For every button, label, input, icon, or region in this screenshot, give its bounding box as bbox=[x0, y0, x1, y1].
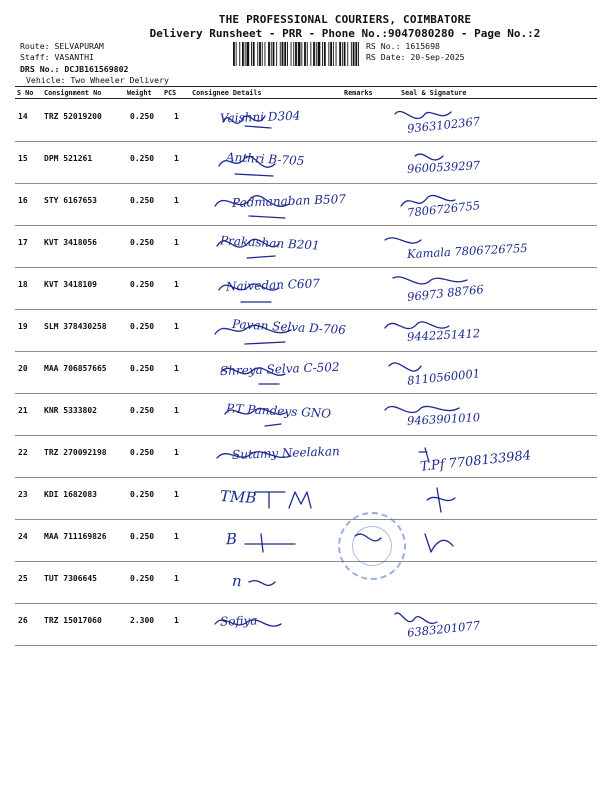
signature-ink-stroke bbox=[385, 406, 459, 412]
handwritten-consignee: Vaishni D304 bbox=[219, 108, 301, 126]
barcode-bar bbox=[291, 42, 292, 66]
row-consignment-number: TUT 7306645 bbox=[44, 574, 97, 583]
handwritten-consignee: Prakashan B201 bbox=[219, 233, 321, 253]
handwritten-consignee: n bbox=[231, 571, 243, 591]
handwritten-consignee: Sofiya bbox=[219, 613, 258, 629]
row-pieces: 1 bbox=[174, 448, 179, 457]
signature-ink bbox=[205, 478, 597, 520]
row-weight: 0.250 bbox=[130, 238, 155, 247]
barcode-bar bbox=[280, 42, 281, 66]
signature-ink-stroke bbox=[389, 363, 421, 371]
handwritten-consignee: Naivedan C607 bbox=[225, 276, 321, 294]
row-pieces: 1 bbox=[174, 238, 179, 247]
handwritten-consignee: Shreya Selva C-502 bbox=[219, 359, 340, 379]
table-row bbox=[15, 478, 597, 520]
row-weight: 0.250 bbox=[130, 532, 155, 541]
barcode-bar bbox=[253, 42, 255, 66]
row-weight: 0.250 bbox=[130, 448, 155, 457]
barcode-bar bbox=[247, 42, 250, 66]
handwritten-consignee: Padmanaban B507 bbox=[231, 192, 347, 210]
row-consignment-number: TRZ 15017060 bbox=[44, 616, 102, 625]
handwritten-signature: 8110560001 bbox=[406, 366, 481, 388]
handwritten-consignee: Anthri B-705 bbox=[225, 149, 305, 169]
handwritten-signature: 9442251412 bbox=[406, 326, 481, 344]
signature-ink bbox=[205, 226, 597, 268]
barcode-bar bbox=[339, 42, 341, 66]
row-pieces: 1 bbox=[174, 364, 179, 373]
signature-ink bbox=[205, 268, 597, 310]
runsheet-subtitle: Delivery Runsheet - PRR - Phone No.:9047080280 - Page No.:2 bbox=[149, 27, 541, 40]
handwritten-signature: 9600539297 bbox=[406, 158, 481, 176]
barcode-bar bbox=[347, 42, 348, 66]
row-serial-number: 16 bbox=[18, 196, 28, 205]
barcode-bar bbox=[328, 42, 329, 66]
signature-ink-stroke bbox=[395, 613, 437, 623]
row-pieces: 1 bbox=[174, 574, 179, 583]
row-consignment-number: TRZ 52019200 bbox=[44, 112, 102, 121]
staff-label: Staff: VASANTHI bbox=[20, 52, 94, 62]
barcode-bar bbox=[322, 42, 323, 66]
barcode-bar bbox=[268, 42, 270, 66]
signature-ink bbox=[205, 436, 597, 478]
handwritten-consignee: TMB bbox=[219, 487, 257, 507]
consignee-ink-stroke bbox=[255, 492, 311, 508]
vehicle-label: Vehicle: Two Wheeler Delivery bbox=[26, 75, 169, 85]
row-consignment-number: MAA 711169826 bbox=[44, 532, 107, 541]
company-title: THE PROFESSIONAL COURIERS, COIMBATORE bbox=[218, 13, 472, 26]
row-consignment-number: KDI 1682083 bbox=[44, 490, 97, 499]
row-consignment-number: DPM 521261 bbox=[44, 154, 93, 163]
signature-ink bbox=[205, 142, 597, 184]
row-consignment-number: STY 6167653 bbox=[44, 196, 97, 205]
barcode-bar bbox=[284, 42, 286, 66]
consignee-ink-stroke bbox=[215, 325, 291, 344]
barcode-bar bbox=[282, 42, 284, 66]
handwritten-signature: 7806726755 bbox=[406, 198, 481, 220]
col-weight-header: Weight bbox=[127, 89, 152, 97]
signature-ink-stroke bbox=[415, 154, 443, 160]
row-pieces: 1 bbox=[174, 532, 179, 541]
barcode-bar bbox=[316, 42, 317, 66]
row-serial-number: 23 bbox=[18, 490, 28, 499]
row-consignment-number: SLM 378430258 bbox=[44, 322, 107, 331]
row-serial-number: 22 bbox=[18, 448, 28, 457]
consignee-ink-stroke bbox=[225, 409, 287, 426]
barcode-bar bbox=[257, 42, 258, 66]
table-row bbox=[15, 310, 597, 352]
barcode-bar bbox=[353, 42, 355, 66]
barcode-bar bbox=[310, 42, 311, 66]
barcode-bar bbox=[355, 42, 357, 66]
signature-ink bbox=[205, 604, 597, 646]
table-row bbox=[15, 226, 597, 268]
col-sno-header: S No bbox=[17, 89, 34, 97]
header-top-rule bbox=[15, 86, 597, 87]
signature-ink-stroke bbox=[393, 277, 467, 284]
barcode-bar bbox=[342, 42, 343, 66]
barcode-bar bbox=[301, 42, 302, 66]
signature-ink bbox=[205, 562, 597, 604]
table-row bbox=[15, 268, 597, 310]
barcode-bar bbox=[307, 42, 308, 66]
handwritten-consignee: P.T Pandeys GNO bbox=[225, 401, 332, 421]
signature-ink-stroke bbox=[385, 322, 449, 329]
signature-ink-stroke bbox=[395, 111, 451, 118]
route-label: Route: SELVAPURAM bbox=[20, 41, 104, 51]
row-serial-number: 19 bbox=[18, 322, 28, 331]
row-serial-number: 20 bbox=[18, 364, 28, 373]
row-consignment-number: TRZ 270092198 bbox=[44, 448, 107, 457]
row-weight: 0.250 bbox=[130, 280, 155, 289]
rs-date: RS Date: 20-Sep-2025 bbox=[366, 52, 465, 62]
signature-ink bbox=[205, 352, 597, 394]
row-serial-number: 15 bbox=[18, 154, 28, 163]
handwritten-consignee: Sutamy Neelakan bbox=[231, 444, 340, 462]
row-pieces: 1 bbox=[174, 280, 179, 289]
row-pieces: 1 bbox=[174, 406, 179, 415]
signature-ink-stroke bbox=[419, 448, 429, 462]
consignee-ink-stroke bbox=[223, 116, 271, 128]
row-pieces: 1 bbox=[174, 112, 179, 121]
signature-ink-stroke bbox=[401, 195, 455, 206]
signature-ink-stroke bbox=[427, 488, 455, 512]
row-serial-number: 25 bbox=[18, 574, 28, 583]
row-weight: 0.250 bbox=[130, 196, 155, 205]
consignee-ink-stroke bbox=[221, 368, 285, 384]
barcode-bar bbox=[236, 42, 237, 66]
handwritten-consignee: Pavan Selva D-706 bbox=[231, 317, 347, 337]
barcode-bar bbox=[262, 42, 263, 66]
barcode-bar bbox=[242, 42, 244, 66]
row-pieces: 1 bbox=[174, 196, 179, 205]
barcode-bar bbox=[276, 42, 277, 66]
table-row bbox=[15, 142, 597, 184]
row-pieces: 1 bbox=[174, 490, 179, 499]
barcode bbox=[233, 42, 361, 66]
consignee-ink-stroke bbox=[217, 452, 291, 458]
row-weight: 0.250 bbox=[130, 112, 155, 121]
barcode-bar bbox=[358, 42, 359, 66]
barcode-bar bbox=[251, 42, 252, 66]
row-consignment-number: KVT 3418056 bbox=[44, 238, 97, 247]
row-weight: 0.250 bbox=[130, 322, 155, 331]
handwritten-signature: 9463901010 bbox=[406, 410, 481, 428]
barcode-bar bbox=[304, 42, 306, 66]
row-separator bbox=[15, 645, 597, 646]
signature-ink bbox=[205, 310, 597, 352]
row-pieces: 1 bbox=[174, 154, 179, 163]
row-serial-number: 14 bbox=[18, 112, 28, 121]
row-weight: 0.250 bbox=[130, 490, 155, 499]
table-row bbox=[15, 184, 597, 226]
rs-number: RS No.: 1615698 bbox=[366, 41, 440, 51]
row-serial-number: 17 bbox=[18, 238, 28, 247]
row-weight: 0.250 bbox=[130, 364, 155, 373]
barcode-bar bbox=[313, 42, 315, 66]
consignee-ink-stroke bbox=[219, 284, 279, 302]
row-consignment-number: KVT 3418109 bbox=[44, 280, 97, 289]
row-weight: 0.250 bbox=[130, 574, 155, 583]
table-row bbox=[15, 394, 597, 436]
row-weight: 0.250 bbox=[130, 154, 155, 163]
row-consignment-number: KNR 5333802 bbox=[44, 406, 97, 415]
row-weight: 0.250 bbox=[130, 406, 155, 415]
col-consignment-header: Consignment No bbox=[44, 89, 102, 97]
barcode-bar bbox=[324, 42, 326, 66]
row-serial-number: 24 bbox=[18, 532, 28, 541]
consignee-ink-stroke bbox=[215, 196, 289, 218]
barcode-bar bbox=[245, 42, 246, 66]
row-pieces: 1 bbox=[174, 322, 179, 331]
consignee-ink-stroke bbox=[217, 239, 279, 258]
row-serial-number: 21 bbox=[18, 406, 28, 415]
row-serial-number: 26 bbox=[18, 616, 28, 625]
signature-ink bbox=[205, 100, 597, 142]
consignee-ink-stroke bbox=[249, 581, 275, 586]
barcode-bar bbox=[336, 42, 337, 66]
barcode-bar bbox=[344, 42, 346, 66]
handwritten-signature: 96973 88766 bbox=[406, 282, 485, 304]
row-weight: 2.300 bbox=[130, 616, 155, 625]
barcode-bar bbox=[265, 42, 266, 66]
signature-ink bbox=[205, 394, 597, 436]
handwritten-consignee: B bbox=[225, 529, 238, 549]
table-row bbox=[15, 562, 597, 604]
barcode-bar bbox=[295, 42, 297, 66]
col-pcs-header: PCS bbox=[164, 89, 177, 97]
barcode-bar bbox=[239, 42, 240, 66]
barcode-bar bbox=[233, 42, 235, 66]
consignee-ink-stroke bbox=[215, 620, 281, 626]
barcode-bar bbox=[287, 42, 288, 66]
barcode-bar bbox=[271, 42, 272, 66]
barcode-bar bbox=[318, 42, 321, 66]
col-seal-header: Seal & Signature bbox=[401, 89, 467, 97]
row-consignment-number: MAA 706857665 bbox=[44, 364, 107, 373]
row-pieces: 1 bbox=[174, 616, 179, 625]
signature-ink bbox=[205, 184, 597, 226]
handwritten-signature: 9363102367 bbox=[406, 114, 481, 136]
table-row bbox=[15, 100, 597, 142]
barcode-bar bbox=[273, 42, 275, 66]
consignee-ink-stroke bbox=[245, 534, 295, 552]
courier-stamp bbox=[338, 512, 406, 580]
table-row bbox=[15, 604, 597, 646]
barcode-bar bbox=[333, 42, 334, 66]
drs-number: DRS No.: DCJB161569802 bbox=[20, 64, 129, 74]
row-serial-number: 18 bbox=[18, 280, 28, 289]
barcode-bar bbox=[293, 42, 294, 66]
consignee-ink-stroke bbox=[219, 156, 275, 176]
table-row bbox=[15, 436, 597, 478]
signature-ink-stroke bbox=[385, 238, 421, 243]
barcode-bar bbox=[351, 42, 352, 66]
header-bottom-rule bbox=[15, 98, 597, 99]
col-consignee-header: Consignee Details bbox=[192, 89, 262, 97]
table-row bbox=[15, 520, 597, 562]
handwritten-signature: T.Pf 7708133984 bbox=[419, 448, 532, 475]
barcode-bar bbox=[330, 42, 332, 66]
handwritten-signature: Kamala 7806726755 bbox=[406, 240, 528, 262]
col-remarks-header: Remarks bbox=[344, 89, 373, 97]
barcode-bar bbox=[298, 42, 301, 66]
handwritten-signature: 6383201077 bbox=[406, 618, 481, 640]
table-row bbox=[15, 352, 597, 394]
barcode-bar bbox=[259, 42, 261, 66]
